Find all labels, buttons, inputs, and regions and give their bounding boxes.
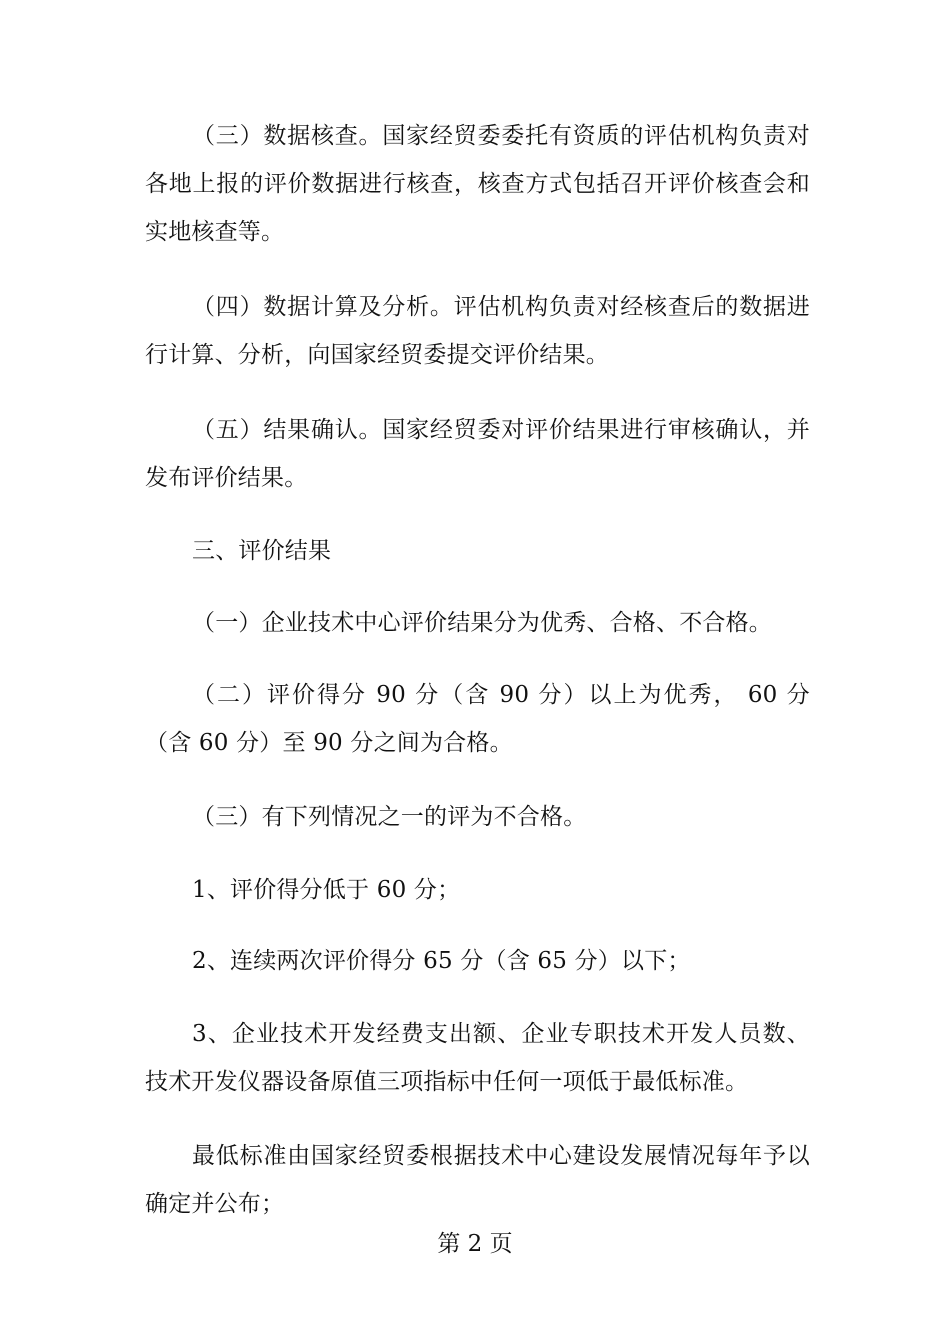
- section-heading-evaluation-results: 三、评价结果: [192, 538, 332, 564]
- list-item-condition-3: 3、企业技术开发经费支出额、企业专职技术开发人员数、技术开发仪器设备原值三项指标中任何一项低于最低标准。: [145, 1021, 810, 1095]
- list-item-condition-2: 2、连续两次评价得分 65 分（含 65 分）以下；: [192, 948, 691, 974]
- paragraph-score-thresholds: （二）评价得分 90 分（含 90 分）以上为优秀， 60 分（含 60 分）至 90 分之间为合格。: [145, 682, 810, 756]
- paragraph-data-verification: （三）数据核查。国家经贸委委托有资质的评估机构负责对各地上报的评价数据进行核查，核查方式包括召开评价核查会和实地核查等。: [145, 123, 810, 245]
- paragraph-minimum-standard: 最低标准由国家经贸委根据技术中心建设发展情况每年予以确定并公布；: [145, 1143, 810, 1217]
- paragraph-result-categories: （一）企业技术中心评价结果分为优秀、合格、不合格。: [192, 610, 772, 636]
- paragraph-fail-conditions-intro: （三）有下列情况之一的评为不合格。: [192, 804, 587, 830]
- list-item-condition-1: 1、评价得分低于 60 分；: [192, 877, 461, 903]
- paragraph-result-confirmation: （五）结果确认。国家经贸委对评价结果进行审核确认，并发布评价结果。: [145, 417, 810, 491]
- page-number: 第 2 页: [437, 1231, 513, 1257]
- paragraph-data-calculation: （四）数据计算及分析。评估机构负责对经核查后的数据进行计算、分析，向国家经贸委提交评价结果。: [145, 294, 810, 368]
